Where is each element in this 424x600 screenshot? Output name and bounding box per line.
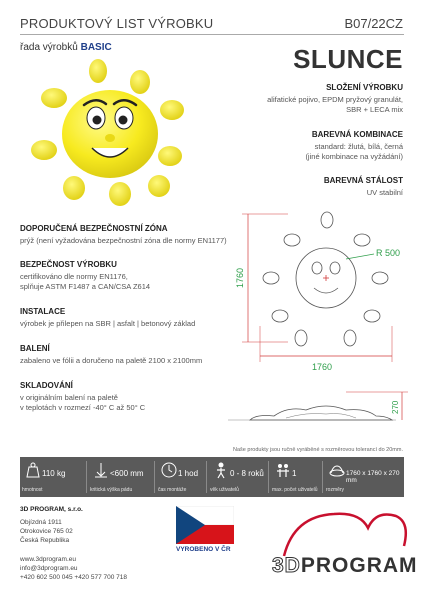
sun-ray: [31, 140, 57, 160]
storage-heading: SKLADOVÁNÍ: [20, 381, 73, 390]
color-stability-line: UV stabilní: [366, 188, 403, 197]
phone-numbers: +420 602 500 045 +420 577 700 718: [20, 574, 127, 581]
spec-fall-height: [88, 457, 152, 497]
series-name: BASIC: [80, 42, 112, 53]
radius-label: R 500: [376, 248, 401, 258]
company-address-line: Otrokovice 765 02: [20, 528, 73, 535]
sun-ray: [130, 70, 150, 94]
height-dimension-label: 1760: [235, 267, 245, 288]
dimensions-icon: [328, 461, 346, 479]
spec-label: max. počet uživatelů: [272, 487, 318, 493]
composition-line: SBR + LECA mix: [346, 105, 403, 114]
safety-zone-heading: DOPORUČENÁ BEZPEČNOSTNÍ ZÓNA: [20, 224, 168, 233]
company-name: 3D PROGRAM, s.r.o.: [20, 506, 83, 513]
storage-block: [20, 381, 230, 413]
product-safety-line: certifikováno dle normy EN1176,: [20, 272, 128, 281]
czech-flag-icon: [176, 506, 234, 544]
spec-label: čas montáže: [158, 487, 187, 493]
packaging-block: [20, 344, 230, 366]
drawing-ray: [372, 272, 388, 284]
sun-ray: [160, 100, 184, 120]
company-address-line: Česká Republika: [20, 537, 70, 544]
product-image: [16, 58, 196, 208]
top-view-drawing: [226, 206, 416, 386]
drawing-ray: [263, 272, 279, 284]
spec-dimensions: [324, 457, 404, 497]
drawing-eye: [330, 262, 340, 274]
spec-label: věk uživatelů: [210, 487, 239, 493]
color-stability-heading: BAREVNÁ STÁLOST: [323, 176, 403, 185]
packaging-line: zabaleno ve fólii a doručeno na paletě 2100 x 2100mm: [20, 356, 203, 365]
drawing-ray: [354, 234, 370, 246]
side-height-label: 270: [391, 400, 400, 414]
safety-zone-line: prýž (není vyžadována bezpečnostní zóna dle normy EN1177): [20, 236, 227, 245]
packaging-heading: BALENÍ: [20, 344, 50, 353]
website-link[interactable]: www.3dprogram.eu: [20, 556, 76, 563]
spec-value: 0 - 8 roků: [230, 469, 264, 478]
side-view-drawing: [226, 378, 416, 434]
storage-line: v teplotách v rozmezí -40° C až 50° C: [20, 403, 146, 412]
product-safety-line: splňuje ASTM F1487 a CAN/CSA Z614: [20, 282, 151, 291]
spec-separator: [268, 461, 269, 493]
users-icon: [274, 461, 292, 479]
color-combination-block: [305, 130, 403, 162]
fall-height-icon: [92, 461, 110, 479]
composition-line: alifatické pojivo, EPDM pryžový granulát,: [267, 95, 403, 104]
drawing-ray: [284, 234, 300, 246]
storage-line: v originálním balení na paletě: [20, 393, 118, 402]
spec-value: 110 kg: [42, 469, 66, 478]
drawing-ray: [295, 330, 307, 346]
specs-bar: [20, 457, 404, 497]
series-prefix: řada výrobků: [20, 42, 78, 53]
document-title: PRODUKTOVÝ LIST VÝROBKU: [20, 16, 214, 31]
spec-value: <600 mm: [110, 469, 144, 478]
sun-ray: [63, 176, 85, 200]
color-combination-line: (jiné kombinace na vyžádání): [305, 152, 403, 161]
brand-logo-3d: 3D: [272, 554, 301, 577]
width-dimension-label: 1760: [312, 362, 333, 372]
spec-label: rozměry: [326, 487, 345, 493]
spec-value: 1760 x 1760 x 270 mm: [346, 470, 400, 484]
child-icon: [212, 461, 230, 479]
clock-icon: [160, 461, 178, 479]
sun-ray: [148, 175, 170, 197]
product-safety-heading: BEZPEČNOST VÝROBKU: [20, 260, 117, 269]
sun-ray: [41, 88, 67, 108]
weight-icon: [24, 461, 42, 479]
side-profile: [250, 406, 392, 420]
header-divider: [20, 34, 404, 35]
color-combination-heading: BAREVNÁ KOMBINACE: [311, 130, 403, 139]
company-contacts: [20, 555, 127, 582]
spec-separator: [322, 461, 323, 493]
installation-block: [20, 307, 230, 329]
company-info: [20, 505, 83, 545]
installation-heading: INSTALACE: [20, 307, 66, 316]
drawing-mouth: [314, 288, 338, 293]
drawing-eye: [312, 262, 322, 274]
document-code: B07/22CZ: [344, 16, 403, 31]
installation-line: výrobek je přilepen na SBR | asfalt | betonový základ: [20, 319, 196, 328]
drawing-ray: [344, 330, 356, 346]
spec-label: hmotnost: [22, 487, 43, 493]
company-address-line: Objízdná 1911: [20, 519, 62, 526]
color-combination-line: standard: žlutá, bílá, černá: [314, 142, 403, 151]
spec-value: 1 hod: [178, 469, 199, 478]
color-stability-block: [324, 176, 403, 198]
drawing-ray: [321, 212, 333, 228]
drawing-ray: [364, 310, 380, 322]
product-series: [20, 42, 112, 53]
sun-ray: [109, 182, 131, 206]
spec-user-age: [208, 457, 266, 497]
spec-weight: [20, 457, 84, 497]
composition-block: [267, 83, 403, 115]
spec-separator: [86, 461, 87, 493]
made-in-label: VYROBENO V ČR: [176, 546, 231, 553]
drawing-ray: [272, 310, 288, 322]
email-link[interactable]: info@3dprogram.eu: [20, 565, 78, 572]
product-safety-block: [20, 260, 230, 292]
spec-value: 1: [292, 469, 297, 478]
safety-zone-block: [20, 224, 230, 246]
brand-logo-program: PROGRAM: [300, 554, 418, 577]
spec-label: kritická výška pádu: [90, 487, 133, 493]
spec-max-users: [270, 457, 320, 497]
spec-install-time: [156, 457, 204, 497]
spec-separator: [206, 461, 207, 493]
composition-heading: SLOŽENÍ VÝROBKU: [326, 83, 403, 92]
tolerance-note: Naše produkty jsou ručně vyráběné s rozměrovou tolerancí do 20mm.: [233, 447, 403, 453]
product-name: SLUNCE: [293, 44, 403, 74]
spec-separator: [154, 461, 155, 493]
sun-ray: [158, 146, 182, 166]
sun-ray: [89, 59, 107, 83]
brand-logo: [272, 554, 418, 578]
